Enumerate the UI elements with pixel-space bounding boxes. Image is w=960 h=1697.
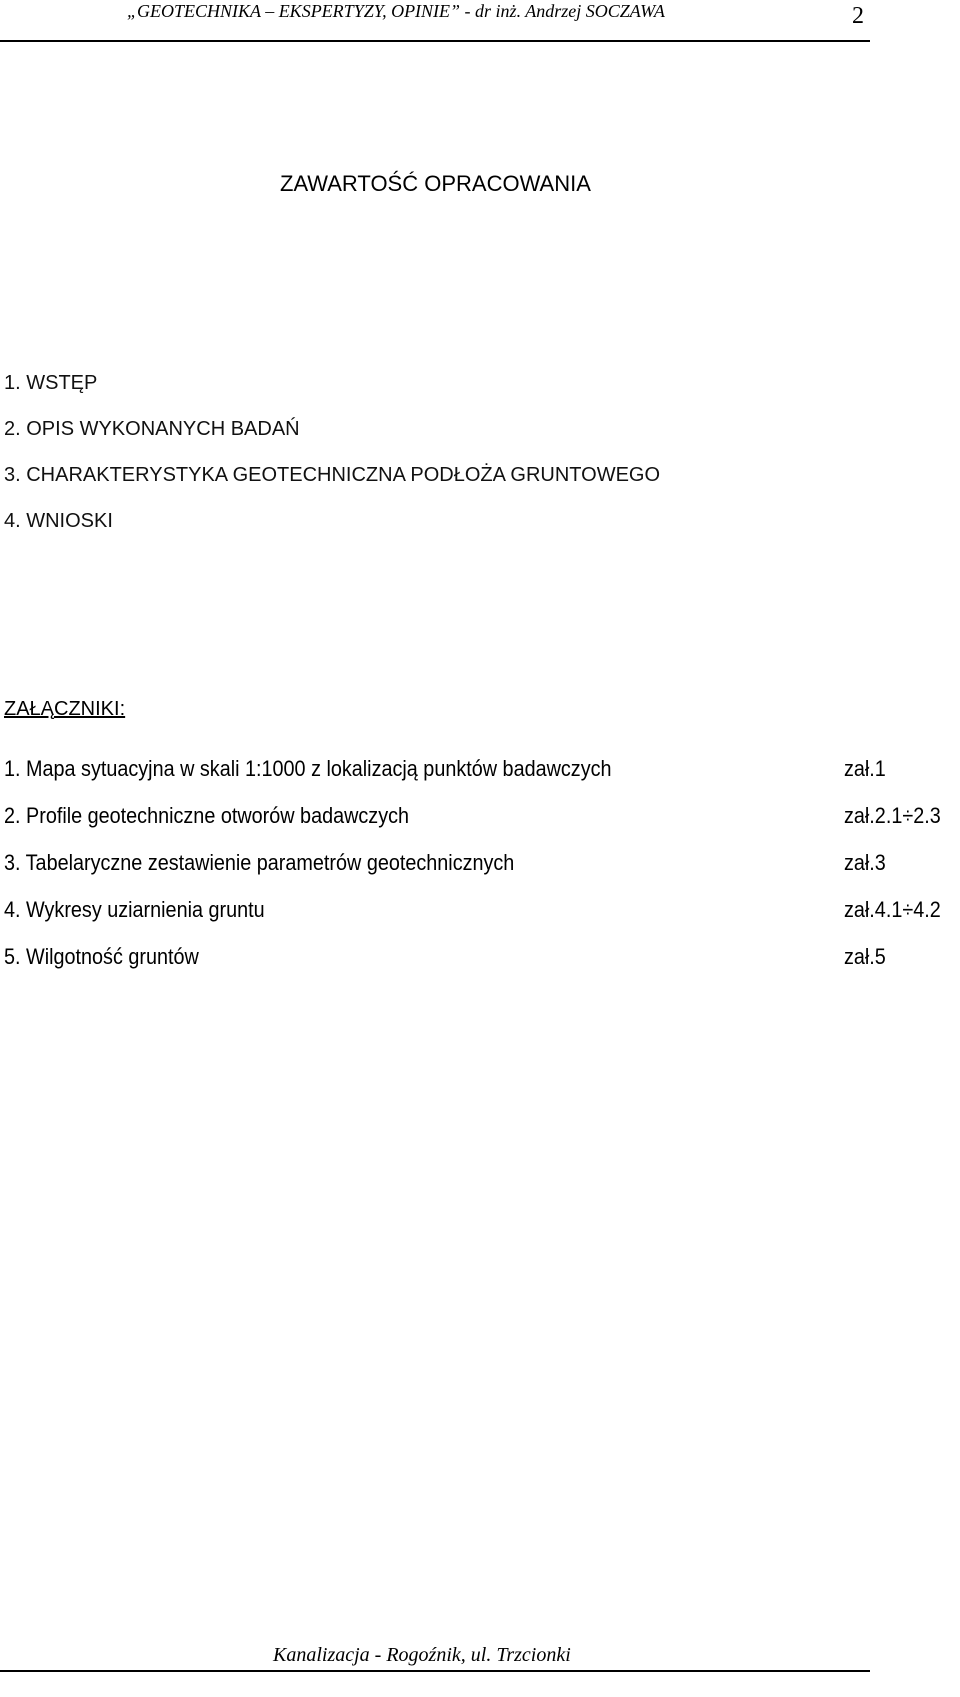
attachments-list [4,756,944,991]
footer-rule [0,1670,870,1672]
footer-text: Kanalizacja - Rogoźnik, ul. Trzcionki [273,1644,571,1666]
attachment-description: 2. Profile geotechniczne otworów badawczych [4,803,410,828]
document-title: ZAWARTOŚĆ OPRACOWANIA [280,171,591,196]
attachment-item [4,803,944,850]
header-text: „GEOTECHNIKA – EKSPERTYZY, OPINIE” - dr inż. Andrzej SOCZAWA [127,1,665,21]
attachment-reference: zał.4.1÷4.2 [844,897,941,922]
attachment-description: 4. Wykresy uziarnienia gruntu [4,897,265,922]
attachment-item [4,897,944,944]
attachment-description: 5. Wilgotność gruntów [4,944,199,969]
attachment-reference: zał.5 [844,944,886,969]
attachment-reference: zał.3 [844,850,886,875]
attachment-item [4,756,944,803]
toc-item-geotechnical-characteristics: 3. CHARAKTERYSTYKA GEOTECHNICZNA PODŁOŻA GRUNTOWEGO [4,464,661,486]
attachment-reference: zał.2.1÷2.3 [844,803,941,828]
toc-item-research-description: 2. OPIS WYKONANYCH BADAŃ [4,418,300,440]
toc-item-introduction: 1. WSTĘP [4,372,98,394]
attachment-description: 3. Tabelaryczne zestawienie parametrów geotechnicznych [4,850,515,875]
page-header [0,0,870,42]
attachment-description: 1. Mapa sytuacyjna w skali 1:1000 z lokalizacją punktów badawczych [4,756,612,781]
attachment-item [4,944,944,991]
page-number: 2 [852,3,864,29]
table-of-contents [4,360,660,544]
toc-item-conclusions: 4. WNIOSKI [4,510,113,532]
attachment-reference: zał.1 [844,756,886,781]
attachment-item [4,850,944,897]
attachments-heading: ZAŁĄCZNIKI: [4,698,126,720]
